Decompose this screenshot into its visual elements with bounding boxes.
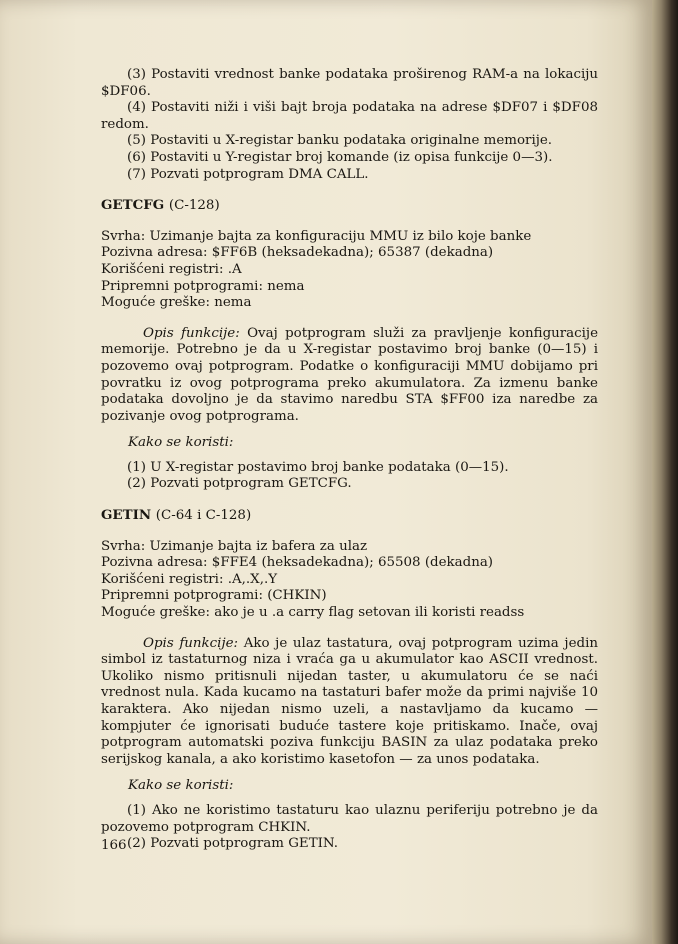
getcfg-svrha: Svrha: Uzimanje bajta za konfiguraciju MMU iz bilo koje banke — [101, 228, 532, 244]
getcfg-kako: Kako se koristi: — [128, 435, 234, 451]
getin-tag: (C-64 i C-128) — [155, 508, 252, 524]
page-number: 166 — [101, 838, 127, 853]
getcfg-step-1: (1) U X-registar postavimo broj banke podataka (0—15). — [127, 459, 509, 475]
getin-adresa: Pozivna adresa: $FFE4 (heksadekadna); 65508 (dekadna) — [101, 555, 494, 571]
getin-heading — [101, 507, 598, 525]
getcfg-registri: Korišćeni registri: .A — [101, 261, 242, 277]
getcfg-heading — [101, 197, 598, 215]
getcfg-info — [101, 229, 598, 312]
getin-opis-label: Opis funkcije: — [143, 635, 239, 651]
getcfg-greske: Moguće greške: nema — [101, 295, 252, 311]
getin-kako: Kako se koristi: — [128, 778, 234, 794]
getin-svrha: Svrha: Uzimanje bajta iz bafera za ulaz — [101, 538, 368, 554]
getin-steps — [101, 803, 598, 853]
page-body — [101, 67, 598, 853]
getin-opis-text: Ako je ulaz tastatura, ovaj potprogram uzima jedin simbol iz tastaturnog niza i vraća ga u akumulator kao ASCII vrednost. Ukoliko nismo pritisnuli nijedan taster, u akumulatoru će se naći vrednost nula. Kada kucamo na tastaturi bafer može da primi najviše 10 karaktera. Ako nijedan nismo uzeli, a nastavljamo da kucamo — kompjuter će ignorisati buduće tastere koje pritiskamo. Inače, ovaj potprogram automatski poziva funkciju BASIN za ulaz podataka preko serijskog kanala, a ako koristimo kasetofon — za unos podataka. — [101, 635, 598, 767]
getin-step-1: (1) Ako ne koristimo tastaturu kao ulaznu periferiju potrebno je da pozovemo potprogram CHKIN. — [101, 802, 598, 835]
getin-step-2: (2) Pozvati potprogram GETIN. — [127, 836, 339, 852]
intro-step-5: (5) Postaviti u X-registar banku podataka originalne memorije. — [127, 133, 553, 149]
getcfg-steps — [101, 460, 598, 493]
getcfg-pripremni: Pripremni potprogrami: nema — [101, 278, 305, 294]
getcfg-opis — [101, 326, 598, 426]
getin-greske: Moguće greške: ako je u .a carry flag setovan ili koristi readss — [101, 605, 525, 621]
getin-info — [101, 539, 598, 622]
getin-name: GETIN — [101, 507, 152, 524]
getin-opis — [101, 636, 598, 769]
getcfg-opis-text: Ovaj potprogram služi za pravljenje konfiguracije memorije. Potrebno je da u X-registar postavimo broj banke (0—15) i pozovemo ovaj potprogram. Podatke o konfiguraciji MMU dobijamo pri povratku iz ovog potprograma preko akumulatora. Za izmenu banke podataka dovoljno je da stavimo naredbu STA $FF00 iza naredbe za pozivanje ovog potprograma. — [101, 325, 599, 424]
getcfg-opis-label: Opis funkcije: — [143, 325, 240, 341]
intro-step-7: (7) Pozvati potprogram DMA CALL. — [127, 166, 369, 182]
getin-pripremni: Pripremni potprogrami: (CHKIN) — [101, 588, 327, 604]
intro-step-3: (3) Postaviti vrednost banke podataka proširenog RAM-a na lokaciju $DF06. — [101, 67, 598, 99]
getcfg-adresa: Pozivna adresa: $FF6B (heksadekadna); 65387 (dekadna) — [101, 245, 494, 261]
getcfg-name: GETCFG — [101, 197, 165, 214]
getcfg-step-2: (2) Pozvati potprogram GETCFG. — [127, 476, 352, 492]
getcfg-tag: (C-128) — [168, 198, 220, 214]
intro-step-4: (4) Postaviti niži i viši bajt broja podataka na adrese $DF07 i $DF08 redom. — [101, 100, 598, 132]
intro-step-6: (6) Postaviti u Y-registar broj komande (iz opisa funkcije 0—3). — [127, 149, 553, 165]
getin-registri: Korišćeni registri: .A,.X,.Y — [101, 571, 278, 587]
book-spine-shadow — [652, 0, 678, 944]
